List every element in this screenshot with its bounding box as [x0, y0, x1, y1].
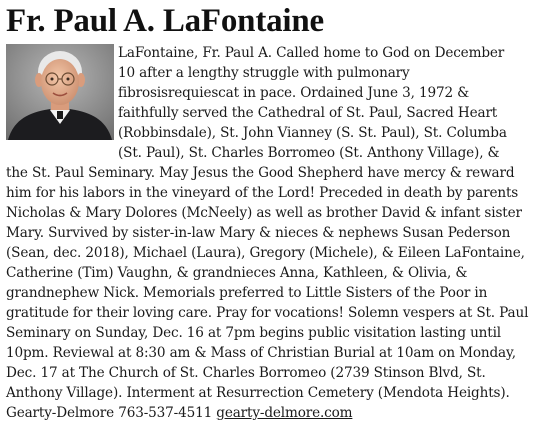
- obituary-text-line: gratitude for their loving care. Pray for vocations! Solemn vespers at St. Paul: [6, 305, 529, 321]
- obituary-text-line: Nicholas & Mary Dolores (McNeely) as well as brother David & infant sister: [6, 205, 522, 221]
- obituary-text-line: grandnephew Nick. Memorials preferred to Little Sisters of the Poor in: [6, 285, 488, 301]
- funeral-home-contact: Gearty-Delmore 763-537-4511: [6, 405, 213, 421]
- funeral-home-link[interactable]: gearty-delmore.com: [216, 405, 353, 421]
- obituary-text-line: (St. Paul), St. Charles Borromeo (St. Anthony Village), &: [118, 145, 500, 161]
- obituary-text-line: fibrosisrequiescat in pace. Ordained June 3, 1972 &: [118, 85, 470, 101]
- funeral-home-line: [6, 403, 352, 423]
- obituary-text-line: Mary. Survived by sister-in-law Mary & nieces & nephews Susan Pederson: [6, 225, 511, 241]
- obituary-text-line: the St. Paul Seminary. May Jesus the Good Shepherd have mercy & reward: [6, 165, 515, 181]
- obituary-text-line: 10 after a lengthy struggle with pulmonary: [118, 65, 410, 81]
- portrait-photo: [6, 44, 114, 140]
- obituary-text-line: Anthony Village). Interment at Resurrection Cemetery (Mendota Heights).: [6, 385, 510, 401]
- obituary-text-line: (Sean, dec. 2018), Michael (Laura), Gregory (Michele), & Eileen LaFontaine,: [6, 245, 525, 261]
- obituary-title: Fr. Paul A. LaFontaine: [6, 3, 324, 39]
- obituary-text-line: 10pm. Reviewal at 8:30 am & Mass of Christian Burial at 10am on Monday,: [6, 345, 516, 361]
- obituary-text-line: Catherine (Tim) Vaughn, & grandnieces Anna, Kathleen, & Olivia, &: [6, 265, 468, 281]
- obituary-text-line: him for his labors in the vineyard of the Lord! Preceded in death by parents: [6, 185, 519, 201]
- obituary-text-line: LaFontaine, Fr. Paul A. Called home to God on December: [118, 45, 505, 61]
- obituary-text-line: (Robbinsdale), St. John Vianney (S. St. Paul), St. Columba: [118, 125, 507, 141]
- obituary-text-line: Dec. 17 at The Church of St. Charles Borromeo (2739 Stinson Blvd, St.: [6, 365, 486, 381]
- obituary-text-line: faithfully served the Cathedral of St. Paul, Sacred Heart: [118, 105, 498, 121]
- obituary-text-line: Seminary on Sunday, Dec. 16 at 7pm begins public visitation lasting until: [6, 325, 501, 341]
